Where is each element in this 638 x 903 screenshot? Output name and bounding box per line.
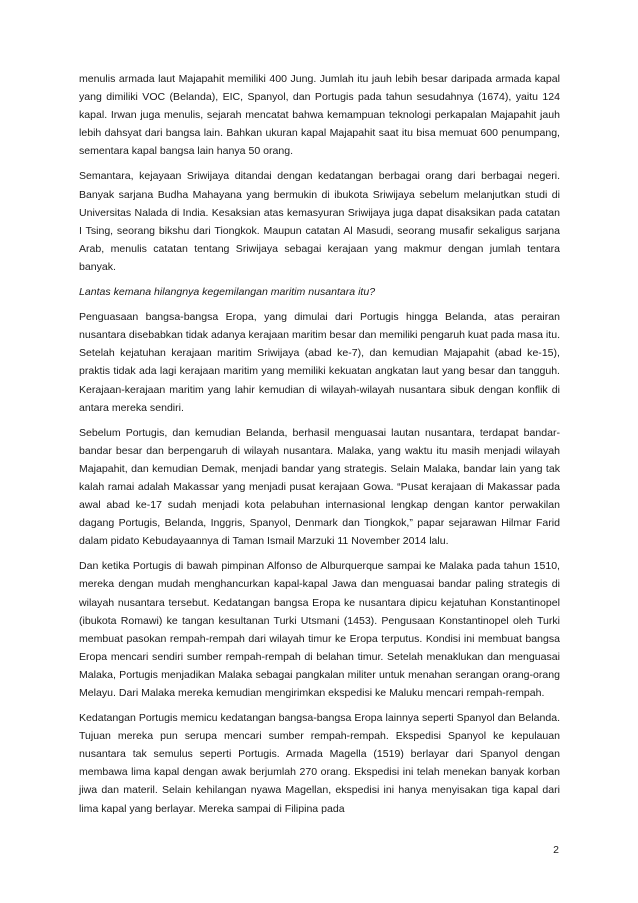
paragraph-portuguese-malaka: Dan ketika Portugis di bawah pimpinan Alfonso de Alburquerque sampai ke Malaka pada tahun 1510, mereka dengan mudah menghancurkan kapal-kapal Jawa dan menguasai bandar paling strategis di wilayah nusantara tersebut. Kedatangan bangsa Eropa ke nusantara dipicu kejatuhan Konstantinopel (ibukota Romawi) ke tangan kesultanan Turki Utsmani (1453). Pengusaan Konstantinopel oleh Turki membuat pasokan rempah-rempah dari wilayah timur ke Eropa terputus. Kondisi ini membuat bangsa Eropa mencari sendiri sumber rempah-rempah di belahan timur. Setelah menaklukan dan menguasai Malaka, Portugis menjadikan Malaka sebagai pangkalan militer untuk menahan serangan orang-orang Melayu. Dari Malaka mereka kemudian mengirimkan ekspedisi ke Maluku mencari rempah-rempah. — [79, 560, 560, 699]
paragraph-sriwijaya: Semantara, kejayaan Sriwijaya ditandai dengan kedatangan berbagai orang dari berbagai negeri. Banyak sarjana Budha Mahayana yang bermukin di ibukota Sriwijaya sebelum melanjutkan studi di Universitas Nalada di India. Kesaksian atas kemasyuran Sriwijaya juga dapat disaksikan pada catatan I Tsing, seorang bikshu dari Tiongkok. Maupun catatan Al Masudi, seorang musafir sekaligus sarjana Arab, menulis catatan tentang Sriwijaya sebagai kerajaan yang makmur dengan jumlah tentara banyak. — [79, 170, 560, 273]
paragraph-european-dominance: Penguasaan bangsa-bangsa Eropa, yang dimulai dari Portugis hingga Belanda, atas perairan nusantara disebabkan tidak adanya kerajaan maritim besar dan memiliki pengaruh kuat pada masa itu. Setelah kejatuhan kerajaan maritim Sriwijaya (abad ke-7), dan kemudian Majapahit (abad ke-15), praktis tidak ada lagi kerajaan maritim yang memiliki kekuatan angkatan laut yang besar dan tangguh. Kerajaan-kerajaan maritim yang lahir kemudian di wilayah-wilayah nusantara sibuk dengan konflik di antara mereka sendiri. — [79, 311, 560, 414]
paragraph-question: Lantas kemana hilangnya kegemilangan maritim nusantara itu? — [79, 286, 376, 299]
page-number: 2 — [553, 844, 559, 856]
paragraph-majapahit-fleet: menulis armada laut Majapahit memiliki 400 Jung. Jumlah itu jauh lebih besar daripada armada kapal yang dimiliki VOC (Belanda), EIC, Spanyol, dan Portugis pada tahun sesudahnya (1674), yaitu 124 kapal. Irwan juga menulis, sejarah mencatat bahwa kemampuan teknologi perkapalan Majapahit jauh lebih dahsyat dari bangsa lain. Bahkan ukuran kapal Majapahit saat itu bisa memuat 600 penumpang, sementara kapal bangsa lain hanya 50 orang. — [79, 73, 560, 158]
document-body — [79, 70, 560, 825]
paragraph-spanish-expedition: Kedatangan Portugis memicu kedatangan bangsa-bangsa Eropa lainnya seperti Spanyol dan Belanda. Tujuan mereka pun serupa mencari sumber rempah-rempah. Ekspedisi Spanyol ke kepulauan nusantara tak semulus seperti Portugis. Armada Magella (1519) berlayar dari Spanyol dengan membawa lima kapal dengan awak berjumlah 270 orang. Ekspedisi ini telah menekan banyak korban jiwa dan materil. Selain kehilangan nyawa Magellan, ekspedisi ini hanya menyisakan tiga kapal dari lima kapal yang berlayar. Mereka sampai di Filipina pada — [79, 712, 560, 815]
paragraph-trade-ports: Sebelum Portugis, dan kemudian Belanda, berhasil menguasai lautan nusantara, terdapat bandar-bandar besar dan berpengaruh di wilayah nusantara. Malaka, yang waktu itu masih menjadi wilayah Majapahit, dan kemudian Demak, menjadi bandar yang strategis. Selain Malaka, bandar lain yang tak kalah ramai adalah Makassar yang menjadi pusat kerajaan Gowa. “Pusat kerajaan di Makassar pada awal abad ke-17 sudah menjadi kota pelabuhan internasional lengkap dengan kantor perwakilan dagang Portugis, Belanda, Inggris, Spanyol, Denmark dan Tiongkok,” papar sejarawan Hilmar Farid dalam pidato Kebudayaannya di Taman Ismail Marzuki 11 November 2014 lalu. — [79, 426, 560, 548]
